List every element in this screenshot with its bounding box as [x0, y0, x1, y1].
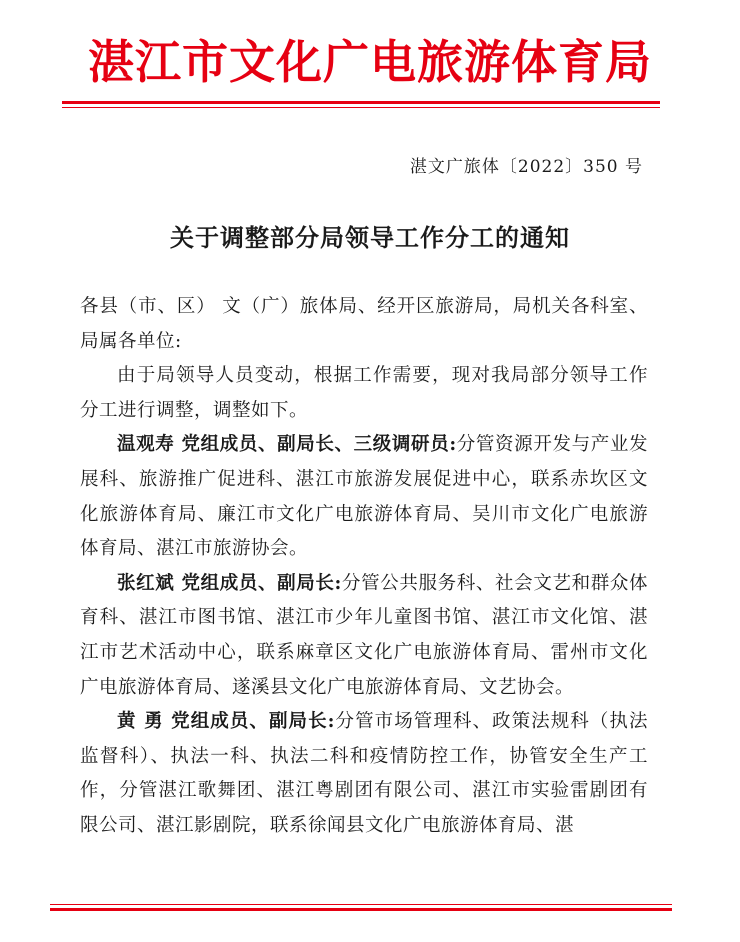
- footer-rule-thick: [50, 908, 672, 911]
- assignment-duties: 分管资源开发与产业发展科、旅游推广促进科、湛江市旅游发展促进中心，联系赤坎区文化旅游体育局、廉江市文化广电旅游体育局、吴川市文化广电旅游体育局、湛江市旅游协会。: [80, 434, 648, 560]
- assignment-paragraph: [80, 567, 648, 705]
- header-rule-thin: [62, 107, 660, 108]
- assignment-paragraph: [80, 428, 648, 566]
- assignment-name-role: 温观寿 党组成员、副局长、三级调研员:: [117, 434, 457, 456]
- header-rule-thick: [62, 101, 660, 104]
- agency-header-title: 湛江市文化广电旅游体育局: [88, 35, 652, 89]
- assignment-name-role: 张红斌 党组成员、副局长:: [117, 572, 342, 594]
- document-number: 湛文广旅体〔2022〕350 号: [409, 157, 643, 177]
- assignment-duties: 分管公共服务科、社会文艺和群众体育科、湛江市图书馆、湛江市少年儿童图书馆、湛江市文化馆、湛江市艺术活动中心，联系麻章区文化广电旅游体育局、雷州市文化广电旅游体育局、遂溪县文化广电旅游体育局、文艺协会。: [80, 572, 648, 698]
- addressee-paragraph: 各县（市、区） 文（广）旅体局、经开区旅游局，局机关各科室、局属各单位:: [80, 296, 648, 352]
- intro-paragraph: 由于局领导人员变动，根据工作需要，现对我局部分领导工作分工进行调整，调整如下。: [80, 365, 648, 421]
- assignment-paragraph: [80, 705, 648, 843]
- document-title: 关于调整部分局领导工作分工的通知: [170, 223, 570, 252]
- assignment-name-role: 黄 勇 党组成员、副局长:: [117, 711, 335, 733]
- footer-rule-thin: [50, 904, 672, 905]
- assignment-duties: 分管市场管理科、政策法规科（执法监督科）、执法一科、执法二科和疫情防控工作，协管安全生产工作，分管湛江歌舞团、湛江粤剧团有限公司、湛江市实验雷剧团有限公司、湛江影剧院，联系徐闻县文化广电旅游体育局、湛: [80, 711, 648, 836]
- document-body: [80, 290, 648, 844]
